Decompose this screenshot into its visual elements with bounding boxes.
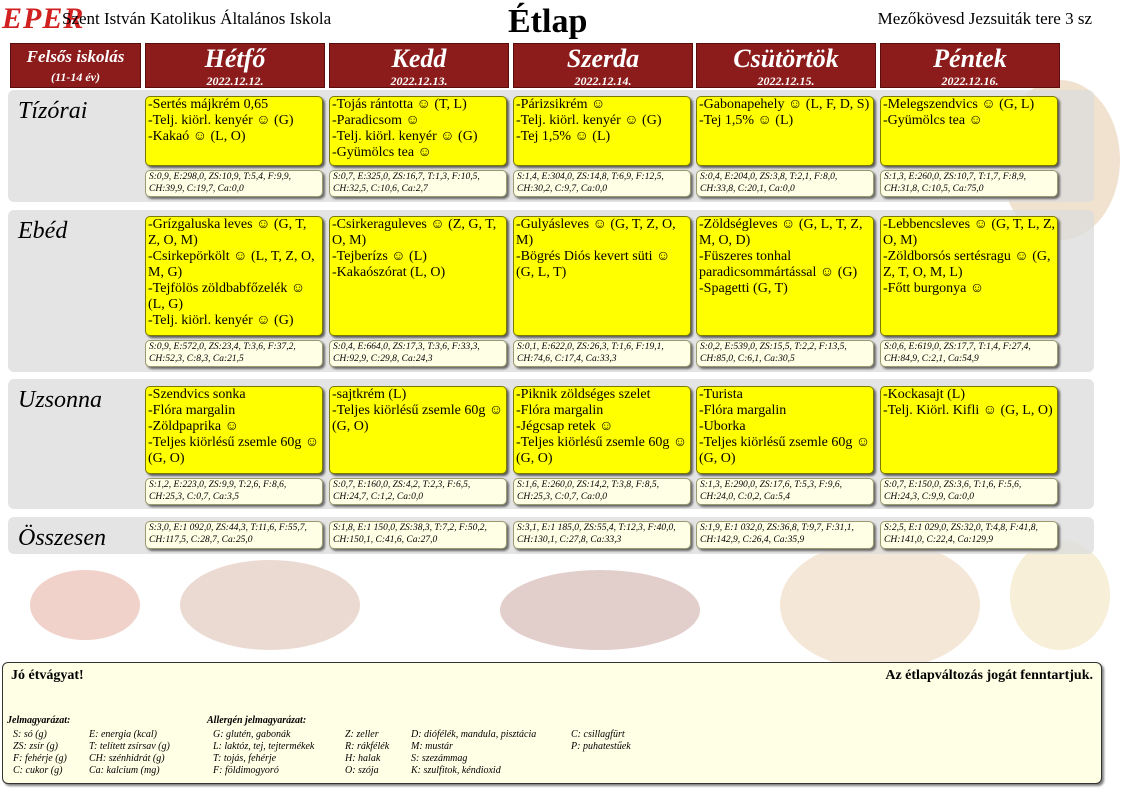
daily-total: S:3,0, E:1 092,0, ZS:44,3, T:11,6, F:55,7, CH:117,5, C:28,7, Ca:25,0 (145, 521, 323, 549)
allergen-entry: S: szezámmag (411, 753, 468, 764)
menu-item: -Turista (699, 387, 743, 402)
nutrition-info: S:0,4, E:664,0, ZS:17,3, T:3,6, F:33,3, CH:92,9, C:29,8, Ca:24,3 (329, 340, 507, 367)
nutrition-info: S:1,4, E:304,0, ZS:14,8, T:6,9, F:12,5, CH:30,2, C:9,7, Ca:0,0 (513, 170, 691, 197)
daily-total: S:3,1, E:1 185,0, ZS:55,4, T:12,3, F:40,0, CH:130,1, C:27,8, Ca:33,3 (513, 521, 691, 549)
allergen-col (213, 729, 314, 777)
background-food-image (500, 570, 700, 650)
age-group-label: Felsős iskolás (26, 47, 125, 66)
legend-entry: CH: szénhidrát (g) (89, 753, 165, 764)
menu-item: -Telj. kiörl. kenyér ☺ (G) (148, 313, 294, 328)
menu-item: -Teljes kiörlésű zsemle 60g ☺ (G, O) (148, 435, 320, 466)
menu-item: -Telj. Kiörl. Kifli ☺ (G, L, O) (883, 403, 1053, 418)
legend-entry: ZS: zsír (g) (13, 741, 59, 752)
day-name: Kedd (391, 44, 447, 73)
menu-item: -Paradicsom ☺ (332, 113, 420, 128)
menu-item: -Főtt burgonya ☺ (883, 281, 985, 296)
menu-item: -Tej 1,5% ☺ (L) (516, 129, 611, 144)
menu-item: -Telj. kiörl. kenyér ☺ (G) (516, 113, 662, 128)
menu-cell (696, 386, 874, 474)
menu-item: -Telj. kiörl. kenyér ☺ (G) (148, 113, 294, 128)
age-group-range: (11-14 év) (51, 70, 100, 84)
menu-cell (145, 386, 323, 474)
school-name: Szent István Katolikus Általános Iskola (62, 9, 332, 28)
menu-item: -Gyümölcs tea ☺ (883, 113, 983, 128)
menu-item: -Piknik zöldséges szelet (516, 387, 651, 402)
day-date: 2022.12.12. (206, 74, 264, 88)
menu-item: -Kakaó ☺ (L, O) (148, 129, 246, 144)
legend-entry: T: telített zsírsav (g) (89, 741, 170, 752)
allergen-entry: T: tojás, fehérje (213, 753, 277, 764)
menu-item: -Flóra margalin (516, 403, 604, 418)
day-date: 2022.12.14. (574, 74, 632, 88)
legend-nutrients-col (89, 729, 170, 777)
menu-item: -Melegszendvics ☺ (G, L) (883, 97, 1035, 112)
menu-cell (513, 216, 691, 336)
day-header-monday (145, 43, 325, 88)
allergen-entry: K: szulfitok, kéndioxid (411, 765, 501, 776)
menu-item: -Tej 1,5% ☺ (L) (699, 113, 794, 128)
menu-cell (696, 96, 874, 166)
day-header-friday (880, 43, 1060, 88)
legend-entry: F: fehérje (g) (13, 753, 67, 764)
nutrition-info: S:1,2, E:223,0, ZS:9,9, T:2,6, F:8,6, CH:25,3, C:0,7, Ca:3,5 (145, 478, 323, 505)
menu-item: -Gyümölcs tea ☺ (332, 145, 432, 160)
daily-total: S:1,8, E:1 150,0, ZS:38,3, T:7,2, F:50,2, CH:150,1, C:41,6, Ca:27,0 (329, 521, 507, 549)
menu-item: -Tejberízs ☺ (L) (332, 249, 427, 264)
day-date: 2022.12.13. (390, 74, 448, 88)
allergen-entry: F: földimogyoró (213, 765, 279, 776)
legend-title: Jelmagyarázat: (7, 715, 71, 726)
menu-item: -Tejfölös zöldbabfőzelék ☺ (L, G) (148, 281, 306, 312)
allergen-entry: D: diófélék, mandula, pisztácia (411, 729, 537, 740)
nutrition-info: S:0,7, E:150,0, ZS:3,6, T:1,6, F:5,6, CH:24,3, C:9,9, Ca:0,0 (880, 478, 1058, 505)
allergen-entry: M: mustár (411, 741, 453, 752)
allergen-col (411, 729, 536, 777)
menu-cell (696, 216, 874, 336)
nutrition-info: S:0,1, E:622,0, ZS:26,3, T:1,6, F:19,1, CH:74,6, C:17,4, Ca:33,3 (513, 340, 691, 367)
menu-item: -Kakaószórat (L, O) (332, 265, 446, 280)
nutrition-info: S:0,6, E:619,0, ZS:17,7, T:1,4, F:27,4, CH:84,9, C:2,1, Ca:54,9 (880, 340, 1058, 367)
legend-entry: C: cukor (g) (13, 765, 63, 776)
day-name: Szerda (566, 44, 640, 73)
menu-cell (145, 96, 323, 166)
day-name: Csütörtök (733, 44, 839, 73)
meal-label: Uzsonna (18, 387, 103, 413)
nutrition-info: S:0,9, E:572,0, ZS:23,4, T:3,6, F:37,2, CH:52,3, C:8,3, Ca:21,5 (145, 340, 323, 367)
legend-nutrients-col (13, 729, 67, 777)
menu-item: -Spagetti (G, T) (699, 281, 788, 296)
menu-item: -Gulyásleves ☺ (G, T, Z, O, M) (516, 217, 676, 248)
nutrition-info: S:1,3, E:290,0, ZS:17,6, T:5,3, F:9,6, CH:24,0, C:0,2, Ca:5,4 (696, 478, 874, 505)
day-header-tuesday (329, 43, 509, 88)
logo: EPER (2, 2, 85, 35)
day-date: 2022.12.15. (757, 74, 815, 88)
menu-item: -Lebbencsleves ☺ (G, T, L, Z, O, M) (883, 217, 1055, 248)
background-food-image (780, 540, 980, 670)
day-date: 2022.12.16. (941, 74, 999, 88)
day-header-wednesday (513, 43, 693, 88)
menu-cell (880, 386, 1058, 474)
nutrition-info: S:0,7, E:160,0, ZS:4,2, T:2,3, F:6,5, CH:24,7, C:1,2, Ca:0,0 (329, 478, 507, 505)
footer-disclaimer: Az étlapváltozás jogát fenntartjuk. (885, 668, 1093, 683)
allergen-entry: C: csillagfürt (571, 729, 625, 740)
menu-item: -Tojás rántotta ☺ (T, L) (332, 97, 467, 112)
menu-item: -Jégcsap retek ☺ (516, 419, 614, 434)
menu-item: -sajtkrém (L) (332, 387, 407, 402)
school-address: Mezőkövesd Jezsuiták tere 3 sz (877, 9, 1092, 28)
menu-item: -Flóra margalin (148, 403, 236, 418)
menu-item: -Bögrés Diós kevert süti ☺ (G, L, T) (516, 249, 671, 280)
daily-total: S:2,5, E:1 029,0, ZS:32,0, T:4,8, F:41,8, CH:141,0, C:22,4, Ca:129,9 (880, 521, 1058, 549)
allergen-entry: L: laktóz, tej, tejtermékek (213, 741, 315, 752)
menu-item: -Zöldpaprika ☺ (148, 419, 239, 434)
meal-label: Tízórai (18, 98, 88, 124)
allergen-entry: Z: zeller (345, 729, 379, 740)
allergen-entry: R: rákfélék (345, 741, 390, 752)
menu-item: -Kockasajt (L) (883, 387, 966, 402)
daily-total: S:1,9, E:1 032,0, ZS:36,8, T:9,7, F:31,1, CH:142,9, C:26,4, Ca:35,9 (696, 521, 874, 549)
background-food-image (180, 560, 360, 650)
legend-entry: S: só (g) (13, 729, 47, 740)
allergen-entry: O: szója (345, 765, 379, 776)
menu-item: -Zöldborsós sertésragu ☺ (G, Z, T, O, M, L) (883, 249, 1051, 280)
page-title: Étlap (508, 3, 588, 40)
nutrition-info: S:0,2, E:539,0, ZS:15,5, T:2,2, F:13,5, CH:85,0, C:6,1, Ca:30,5 (696, 340, 874, 367)
allergen-entry: P: puhatestűek (571, 741, 631, 752)
allergen-col (345, 729, 389, 777)
nutrition-info: S:0,9, E:298,0, ZS:10,9, T:5,4, F:9,9, CH:39,9, C:19,7, Ca:0,0 (145, 170, 323, 197)
footer-panel (2, 662, 1102, 784)
menu-item: -Szendvics sonka (148, 387, 246, 402)
allergen-entry: G: glutén, gabonák (213, 729, 291, 740)
age-group-header (10, 43, 141, 88)
allergen-col (571, 729, 631, 753)
day-name: Péntek (933, 44, 1007, 73)
menu-item: -Sertés májkrém 0,65 (148, 97, 269, 112)
menu-item: -Teljes kiörlésű zsemle 60g ☺ (G, O) (332, 403, 504, 434)
menu-item: -Csirkepörkölt ☺ (L, T, Z, O, M, G) (148, 249, 315, 280)
menu-cell (880, 96, 1058, 166)
menu-cell (329, 216, 507, 336)
allergen-legend-title: Allergén jelmagyarázat: (207, 715, 307, 726)
menu-item: -Zöldségleves ☺ (G, L, T, Z, M, O, D) (699, 217, 863, 248)
menu-cell (145, 216, 323, 336)
menu-cell (513, 386, 691, 474)
allergen-entry: H: halak (345, 753, 381, 764)
menu-item: -Füszeres tonhal paradicsommártással ☺ (G) (699, 249, 858, 280)
menu-item: -Párizsikrém ☺ (516, 97, 606, 112)
menu-item: -Gabonapehely ☺ (L, F, D, S) (699, 97, 870, 112)
menu-item: -Teljes kiörlésű zsemle 60g ☺ (G, O) (516, 435, 688, 466)
legend-entry: E: energia (kcal) (89, 729, 157, 740)
background-food-image (1010, 540, 1110, 650)
menu-item: -Grízgaluska leves ☺ (G, T, Z, O, M) (148, 217, 307, 248)
day-name: Hétfő (204, 44, 266, 73)
menu-item: -Uborka (699, 419, 746, 434)
nutrition-info: S:0,4, E:204,0, ZS:3,8, T:2,1, F:8,0, CH:33,8, C:20,1, Ca:0,0 (696, 170, 874, 197)
menu-item: -Telj. kiörl. kenyér ☺ (G) (332, 129, 478, 144)
nutrition-info: S:1,6, E:260,0, ZS:14,2, T:3,8, F:8,5, CH:25,3, C:0,7, Ca:0,0 (513, 478, 691, 505)
legend-entry: Ca: kalcium (mg) (89, 765, 160, 776)
background-food-image (30, 570, 140, 640)
menu-cell (880, 216, 1058, 336)
menu-item: -Csirkeraguleves ☺ (Z, G, T, O, M) (332, 217, 497, 248)
menu-cell (513, 96, 691, 166)
menu-item: -Teljes kiörlésű zsemle 60g ☺ (G, O) (699, 435, 871, 466)
footer-greeting: Jó étvágyat! (11, 668, 84, 683)
menu-item: -Flóra margalin (699, 403, 787, 418)
menu-cell (329, 386, 507, 474)
totals-label: Összesen (18, 525, 106, 551)
nutrition-info: S:0,7, E:325,0, ZS:16,7, T:1,3, F:10,5, CH:32,5, C:10,6, Ca:2,7 (329, 170, 507, 197)
day-header-thursday (696, 43, 876, 88)
menu-cell (329, 96, 507, 166)
nutrition-info: S:1,3, E:260,0, ZS:10,7, T:1,7, F:8,9, CH:31,8, C:10,5, Ca:75,0 (880, 170, 1058, 197)
meal-label: Ebéd (18, 218, 68, 244)
